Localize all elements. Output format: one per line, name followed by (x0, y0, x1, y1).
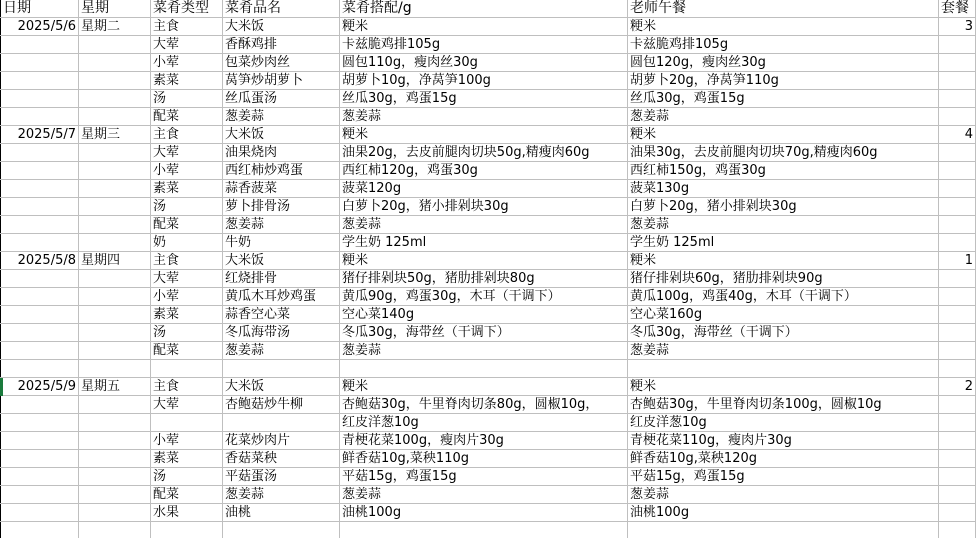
cell-weekday[interactable] (79, 216, 151, 234)
cell-set-meal[interactable] (939, 486, 976, 504)
cell-date[interactable] (1, 522, 79, 538)
cell-date[interactable] (1, 360, 79, 378)
cell-dish-name[interactable]: 丝瓜蛋汤 (223, 90, 340, 108)
cell-weekday[interactable] (79, 108, 151, 126)
cell-teacher-lunch[interactable]: 青梗花菜110g，瘦肉片30g (628, 432, 939, 450)
cell-weekday[interactable] (79, 54, 151, 72)
cell-set-meal[interactable] (939, 522, 976, 538)
cell-ingredients[interactable]: 平菇15g，鸡蛋15g (340, 468, 628, 486)
table-row (1, 36, 976, 54)
table-row (1, 342, 976, 360)
cell-teacher-lunch[interactable]: 粳米 (628, 252, 939, 270)
cell-teacher-lunch[interactable]: 猪仔排剁块60g，猪肋排剁块90g (628, 270, 939, 288)
table-row (1, 270, 976, 288)
cell-dish-type[interactable]: 大荤 (151, 144, 223, 162)
cell-ingredients[interactable]: 葱姜蒜 (340, 216, 628, 234)
table-row (1, 252, 976, 270)
cell-weekday[interactable] (79, 396, 151, 414)
cell-dish-name[interactable]: 葱姜蒜 (223, 108, 340, 126)
cell-teacher-lunch[interactable] (628, 522, 939, 538)
cell-set-meal[interactable]: 1 (939, 252, 976, 270)
table-row (1, 180, 976, 198)
cell-dish-type[interactable]: 小荤 (151, 432, 223, 450)
cell-dish-name[interactable]: 莴笋炒胡萝卜 (223, 72, 340, 90)
table-row (1, 414, 976, 432)
table-row (1, 504, 976, 522)
cell-set-meal[interactable] (939, 360, 976, 378)
cell-set-meal[interactable] (939, 342, 976, 360)
cell-date[interactable] (1, 72, 79, 90)
table-row (1, 126, 976, 144)
cell-weekday[interactable] (79, 450, 151, 468)
cell-dish-name[interactable]: 花菜炒肉片 (223, 432, 340, 450)
cell-ingredients[interactable]: 猪仔排剁块50g，猪肋排剁块80g (340, 270, 628, 288)
cell-date[interactable] (1, 396, 79, 414)
cell-set-meal[interactable] (939, 468, 976, 486)
cell-weekday[interactable] (79, 468, 151, 486)
cell-teacher-lunch[interactable]: 圆包120g，瘦肉丝30g (628, 54, 939, 72)
cell-dish-type[interactable]: 配菜 (151, 342, 223, 360)
cell-ingredients[interactable]: 胡萝卜10g，净莴笋100g (340, 72, 628, 90)
cell-ingredients[interactable]: 油桃100g (340, 504, 628, 522)
cell-dish-type[interactable]: 奶 (151, 234, 223, 252)
table-row (1, 522, 976, 538)
cell-set-meal[interactable] (939, 234, 976, 252)
cell-ingredients[interactable]: 葱姜蒜 (340, 486, 628, 504)
cell-dish-type[interactable]: 小荤 (151, 54, 223, 72)
header-ingredients[interactable]: 菜肴搭配/g (340, 0, 628, 18)
cell-set-meal[interactable]: 2 (939, 378, 976, 396)
cell-ingredients[interactable]: 空心菜140g (340, 306, 628, 324)
cell-date[interactable] (1, 450, 79, 468)
cell-weekday[interactable] (79, 288, 151, 306)
cell-dish-type[interactable]: 大荤 (151, 36, 223, 54)
cell-set-meal[interactable] (939, 324, 976, 342)
cell-teacher-lunch[interactable]: 白萝卜20g，猪小排剁块30g (628, 198, 939, 216)
table-row (1, 144, 976, 162)
cell-date[interactable] (1, 270, 79, 288)
cell-weekday[interactable] (79, 72, 151, 90)
cell-weekday[interactable]: 星期二 (79, 18, 151, 36)
cell-date[interactable] (1, 36, 79, 54)
table-row (1, 396, 976, 414)
cell-set-meal[interactable] (939, 306, 976, 324)
cell-dish-name[interactable]: 葱姜蒜 (223, 486, 340, 504)
cell-dish-name[interactable] (223, 360, 340, 378)
table-row (1, 306, 976, 324)
cell-ingredients[interactable]: 葱姜蒜 (340, 342, 628, 360)
cell-ingredients[interactable]: 油果20g，去皮前腿肉切块50g,精瘦肉60g (340, 144, 628, 162)
cell-dish-type[interactable]: 小荤 (151, 288, 223, 306)
cell-dish-name[interactable]: 大米饭 (223, 126, 340, 144)
cell-date[interactable] (1, 432, 79, 450)
cell-teacher-lunch[interactable]: 杏鲍菇30g，牛里脊肉切条100g，圆椒10g (628, 396, 939, 414)
cell-dish-name[interactable]: 油桃 (223, 504, 340, 522)
cell-teacher-lunch[interactable]: 油果30g，去皮前腿肉切块70g,精瘦肉60g (628, 144, 939, 162)
cell-dish-type[interactable] (151, 414, 223, 432)
cell-dish-name[interactable]: 香酥鸡排 (223, 36, 340, 54)
cell-set-meal[interactable] (939, 270, 976, 288)
table-row (1, 324, 976, 342)
cell-date[interactable] (1, 468, 79, 486)
cell-weekday[interactable] (79, 36, 151, 54)
cell-teacher-lunch[interactable]: 黄瓜100g，鸡蛋40g，木耳（干调下） (628, 288, 939, 306)
table-row (1, 234, 976, 252)
cell-dish-type[interactable]: 大荤 (151, 396, 223, 414)
cell-set-meal[interactable] (939, 108, 976, 126)
cell-set-meal[interactable] (939, 432, 976, 450)
cell-dish-name[interactable]: 蒜香空心菜 (223, 306, 340, 324)
cell-dish-name[interactable]: 牛奶 (223, 234, 340, 252)
cell-dish-type[interactable]: 素菜 (151, 72, 223, 90)
cell-date[interactable] (1, 414, 79, 432)
cell-weekday[interactable]: 星期四 (79, 252, 151, 270)
cell-dish-type[interactable]: 小荤 (151, 162, 223, 180)
cell-weekday[interactable] (79, 144, 151, 162)
table-row (1, 54, 976, 72)
cell-weekday[interactable] (79, 198, 151, 216)
cell-dish-name[interactable]: 包菜炒肉丝 (223, 54, 340, 72)
cell-teacher-lunch[interactable]: 粳米 (628, 18, 939, 36)
header-date[interactable]: 日期 (1, 0, 79, 18)
cell-dish-name[interactable]: 葱姜蒜 (223, 342, 340, 360)
cell-teacher-lunch[interactable]: 油桃100g (628, 504, 939, 522)
cell-date[interactable] (1, 324, 79, 342)
cell-dish-name[interactable] (223, 414, 340, 432)
cell-set-meal[interactable] (939, 72, 976, 90)
cell-ingredients[interactable]: 卡兹脆鸡排105g (340, 36, 628, 54)
cell-teacher-lunch[interactable]: 粳米 (628, 378, 939, 396)
cell-set-meal[interactable] (939, 54, 976, 72)
cell-ingredients[interactable]: 杏鲍菇30g，牛里脊肉切条80g，圆椒10g， (340, 396, 628, 414)
table-row (1, 288, 976, 306)
cell-weekday[interactable] (79, 342, 151, 360)
cell-weekday[interactable] (79, 162, 151, 180)
cell-ingredients[interactable] (340, 360, 628, 378)
cell-date[interactable] (1, 90, 79, 108)
cell-date[interactable] (1, 306, 79, 324)
cell-dish-name[interactable]: 红烧排骨 (223, 270, 340, 288)
table-row (1, 18, 976, 36)
cell-dish-type[interactable]: 汤 (151, 198, 223, 216)
cell-ingredients[interactable] (340, 522, 628, 538)
cell-ingredients[interactable]: 圆包110g，瘦肉丝30g (340, 54, 628, 72)
cell-teacher-lunch[interactable]: 空心菜160g (628, 306, 939, 324)
cell-weekday[interactable] (79, 414, 151, 432)
cell-weekday[interactable]: 星期五 (79, 378, 151, 396)
cell-set-meal[interactable] (939, 90, 976, 108)
cell-dish-name[interactable]: 香菇菜秧 (223, 450, 340, 468)
cell-dish-type[interactable]: 主食 (151, 18, 223, 36)
cell-weekday[interactable] (79, 432, 151, 450)
header-teacher-lunch[interactable]: 老师午餐 (628, 0, 939, 18)
cell-teacher-lunch[interactable]: 红皮洋葱10g (628, 414, 939, 432)
table-row (1, 378, 976, 396)
cell-teacher-lunch[interactable] (628, 360, 939, 378)
cell-set-meal[interactable] (939, 288, 976, 306)
cell-dish-type[interactable]: 配菜 (151, 216, 223, 234)
cell-weekday[interactable] (79, 360, 151, 378)
cell-ingredients[interactable]: 青梗花菜100g，瘦肉片30g (340, 432, 628, 450)
cell-ingredients[interactable]: 粳米 (340, 18, 628, 36)
cell-dish-name[interactable] (223, 522, 340, 538)
cell-dish-name[interactable]: 黄瓜木耳炒鸡蛋 (223, 288, 340, 306)
table-row (1, 72, 976, 90)
cell-ingredients[interactable]: 白萝卜20g，猪小排剁块30g (340, 198, 628, 216)
cell-ingredients[interactable]: 粳米 (340, 378, 628, 396)
cell-weekday[interactable] (79, 234, 151, 252)
cell-dish-type[interactable]: 汤 (151, 90, 223, 108)
cell-teacher-lunch[interactable]: 平菇15g，鸡蛋15g (628, 468, 939, 486)
active-cell-indicator (0, 378, 3, 396)
cell-weekday[interactable] (79, 90, 151, 108)
cell-ingredients[interactable]: 黄瓜90g，鸡蛋30g，木耳（干调下） (340, 288, 628, 306)
cell-ingredients[interactable]: 丝瓜30g，鸡蛋15g (340, 90, 628, 108)
header-row (1, 0, 976, 18)
cell-teacher-lunch[interactable]: 丝瓜30g，鸡蛋15g (628, 90, 939, 108)
cell-date[interactable] (1, 162, 79, 180)
cell-dish-type[interactable] (151, 360, 223, 378)
cell-ingredients[interactable]: 粳米 (340, 126, 628, 144)
table-row (1, 468, 976, 486)
table-row (1, 432, 976, 450)
cell-dish-name[interactable]: 萝卜排骨汤 (223, 198, 340, 216)
cell-teacher-lunch[interactable]: 学生奶 125ml (628, 234, 939, 252)
cell-date[interactable] (1, 216, 79, 234)
cell-dish-type[interactable]: 大荤 (151, 270, 223, 288)
cell-date[interactable]: 2025/5/6 (1, 18, 79, 36)
cell-dish-type[interactable]: 主食 (151, 126, 223, 144)
cell-dish-name[interactable]: 大米饭 (223, 378, 340, 396)
cell-dish-name[interactable]: 油果烧肉 (223, 144, 340, 162)
cell-date[interactable] (1, 504, 79, 522)
cell-set-meal[interactable] (939, 414, 976, 432)
table-row (1, 360, 976, 378)
cell-dish-name[interactable]: 大米饭 (223, 252, 340, 270)
cell-set-meal[interactable] (939, 504, 976, 522)
cell-dish-name[interactable]: 大米饭 (223, 18, 340, 36)
cell-dish-name[interactable]: 葱姜蒜 (223, 216, 340, 234)
cell-set-meal[interactable] (939, 36, 976, 54)
cell-dish-type[interactable]: 主食 (151, 378, 223, 396)
cell-dish-type[interactable]: 素菜 (151, 450, 223, 468)
cell-dish-name[interactable]: 杏鲍菇炒牛柳 (223, 396, 340, 414)
cell-dish-name[interactable]: 冬瓜海带汤 (223, 324, 340, 342)
table-row (1, 108, 976, 126)
cell-dish-name[interactable]: 蒜香菠菜 (223, 180, 340, 198)
cell-date[interactable] (1, 486, 79, 504)
cell-set-meal[interactable]: 3 (939, 18, 976, 36)
cell-dish-name[interactable]: 平菇蛋汤 (223, 468, 340, 486)
table-row (1, 486, 976, 504)
table-row (1, 90, 976, 108)
cell-ingredients[interactable]: 冬瓜30g，海带丝（干调下） (340, 324, 628, 342)
cell-dish-type[interactable]: 水果 (151, 504, 223, 522)
cell-teacher-lunch[interactable]: 冬瓜30g，海带丝（干调下） (628, 324, 939, 342)
cell-date[interactable] (1, 144, 79, 162)
cell-weekday[interactable] (79, 270, 151, 288)
cell-date[interactable] (1, 288, 79, 306)
table-row (1, 162, 976, 180)
header-weekday[interactable]: 星期 (79, 0, 151, 18)
header-dish-name[interactable]: 菜肴品名 (223, 0, 340, 18)
cell-date[interactable]: 2025/5/9 (1, 378, 79, 396)
cell-dish-name[interactable]: 西红柿炒鸡蛋 (223, 162, 340, 180)
header-set-meal[interactable]: 套餐 (939, 0, 976, 18)
table-row (1, 450, 976, 468)
cell-date[interactable] (1, 198, 79, 216)
cell-weekday[interactable] (79, 486, 151, 504)
cell-set-meal[interactable] (939, 180, 976, 198)
table-row (1, 216, 976, 234)
cell-date[interactable]: 2025/5/7 (1, 126, 79, 144)
cell-teacher-lunch[interactable]: 葱姜蒜 (628, 216, 939, 234)
cell-teacher-lunch[interactable]: 卡兹脆鸡排105g (628, 36, 939, 54)
cell-date[interactable] (1, 180, 79, 198)
cell-ingredients[interactable]: 学生奶 125ml (340, 234, 628, 252)
cell-teacher-lunch[interactable]: 葱姜蒜 (628, 342, 939, 360)
cell-set-meal[interactable] (939, 144, 976, 162)
cell-set-meal[interactable] (939, 396, 976, 414)
cell-set-meal[interactable]: 4 (939, 126, 976, 144)
cell-dish-type[interactable]: 汤 (151, 324, 223, 342)
cell-date[interactable]: 2025/5/8 (1, 252, 79, 270)
cell-teacher-lunch[interactable]: 西红柿150g，鸡蛋30g (628, 162, 939, 180)
cell-teacher-lunch[interactable]: 葱姜蒜 (628, 108, 939, 126)
cell-date[interactable] (1, 342, 79, 360)
cell-ingredients[interactable]: 西红柿120g，鸡蛋30g (340, 162, 628, 180)
cell-weekday[interactable] (79, 504, 151, 522)
cell-weekday[interactable] (79, 324, 151, 342)
cell-dish-type[interactable]: 主食 (151, 252, 223, 270)
cell-ingredients[interactable]: 红皮洋葱10g (340, 414, 628, 432)
cell-weekday[interactable] (79, 306, 151, 324)
cell-set-meal[interactable] (939, 450, 976, 468)
cell-set-meal[interactable] (939, 162, 976, 180)
cell-dish-type[interactable]: 素菜 (151, 180, 223, 198)
cell-teacher-lunch[interactable]: 鲜香菇10g,菜秧120g (628, 450, 939, 468)
cell-teacher-lunch[interactable]: 葱姜蒜 (628, 486, 939, 504)
cell-teacher-lunch[interactable]: 菠菜130g (628, 180, 939, 198)
cell-date[interactable] (1, 234, 79, 252)
cell-set-meal[interactable] (939, 216, 976, 234)
cell-teacher-lunch[interactable]: 粳米 (628, 126, 939, 144)
cell-weekday[interactable] (79, 180, 151, 198)
cell-ingredients[interactable]: 菠菜120g (340, 180, 628, 198)
cell-weekday[interactable]: 星期三 (79, 126, 151, 144)
cell-ingredients[interactable]: 粳米 (340, 252, 628, 270)
cell-date[interactable] (1, 108, 79, 126)
cell-teacher-lunch[interactable]: 胡萝卜20g，净莴笋110g (628, 72, 939, 90)
header-dish-type[interactable]: 菜肴类型 (151, 0, 223, 18)
cell-ingredients[interactable]: 鲜香菇10g,菜秧110g (340, 450, 628, 468)
cell-set-meal[interactable] (939, 198, 976, 216)
cell-dish-type[interactable] (151, 522, 223, 538)
cell-ingredients[interactable]: 葱姜蒜 (340, 108, 628, 126)
cell-dish-type[interactable]: 汤 (151, 468, 223, 486)
cell-dish-type[interactable]: 配菜 (151, 486, 223, 504)
cell-dish-type[interactable]: 配菜 (151, 108, 223, 126)
cell-dish-type[interactable]: 素菜 (151, 306, 223, 324)
cell-weekday[interactable] (79, 522, 151, 538)
cell-date[interactable] (1, 54, 79, 72)
table-row (1, 198, 976, 216)
